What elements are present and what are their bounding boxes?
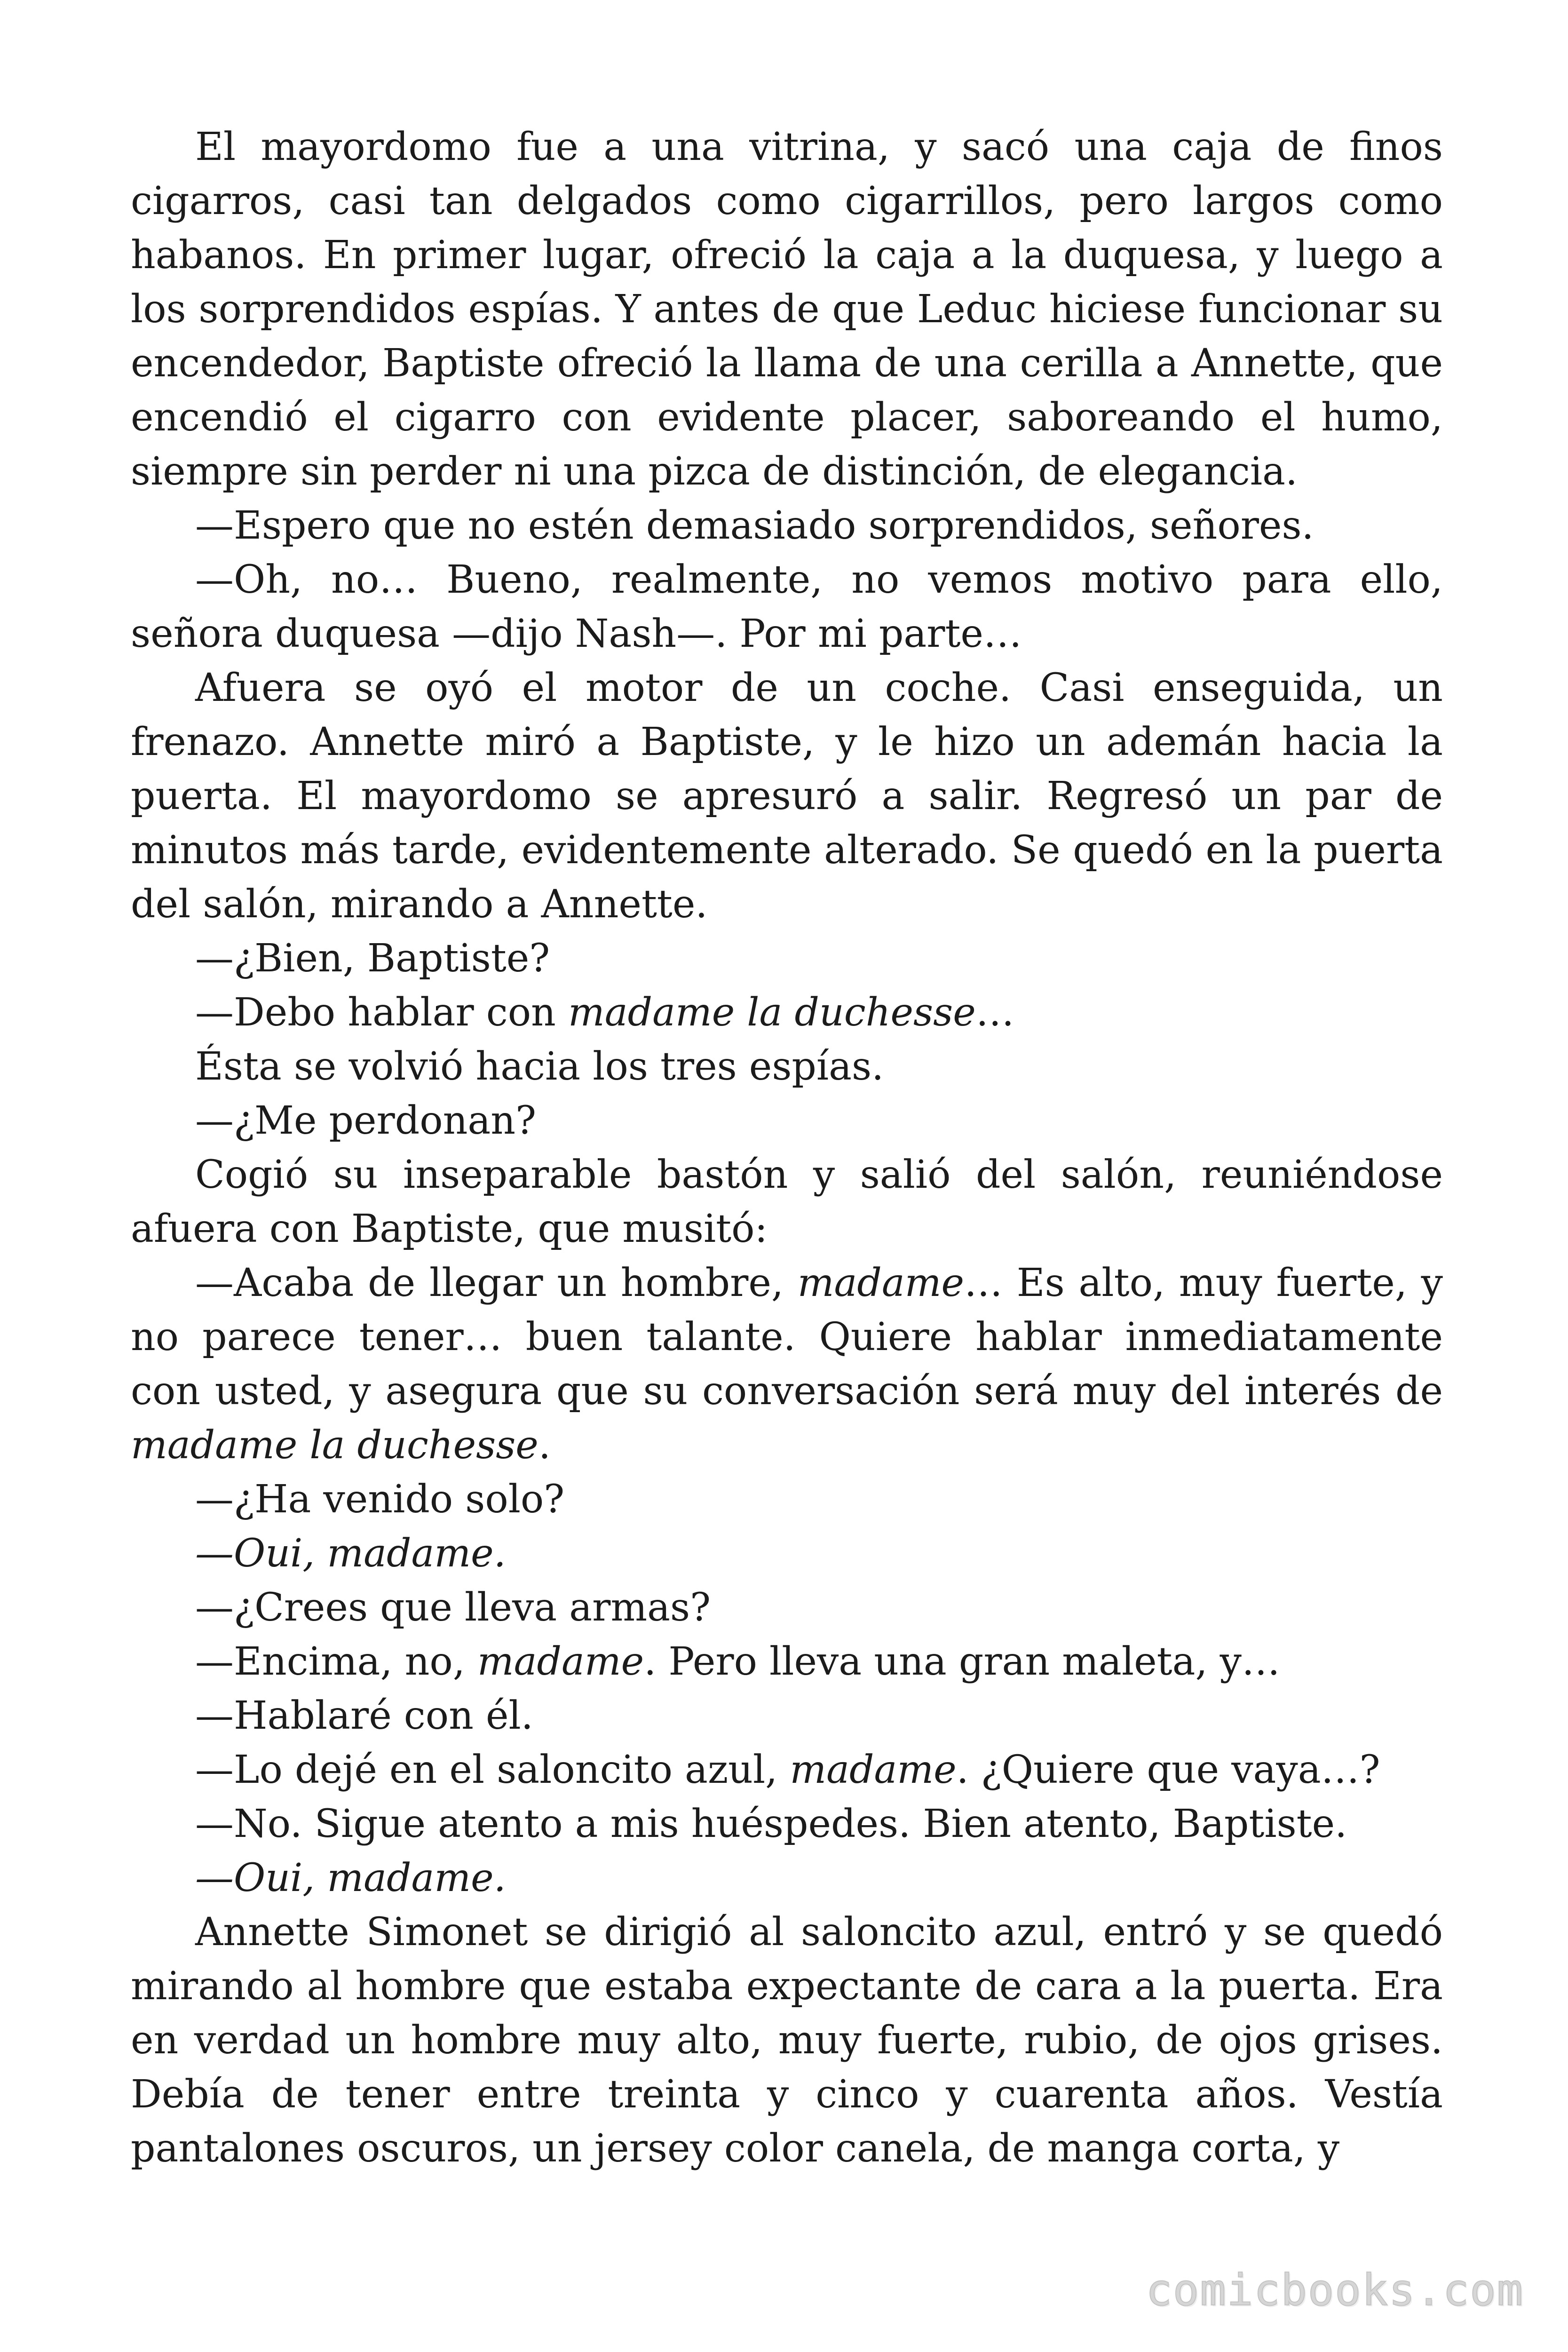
text-segment: —No. Sigue atento a mis huéspedes. Bien atento, Baptiste. [195,1802,1347,1846]
paragraph [131,1472,1443,1526]
paragraph [131,931,1443,985]
text-segment: —Debo hablar con [195,990,568,1035]
text-segment: … [975,990,1014,1035]
paragraph [131,1635,1443,1689]
italic-text-segment: —Oui, madame. [195,1856,506,1900]
paragraph [131,661,1443,931]
paragraph [131,1040,1443,1094]
paragraph [131,1689,1443,1743]
text-segment: —Lo dejé en el saloncito azul, [195,1748,790,1792]
text-segment: . ¿Quiere que vaya…? [956,1748,1380,1792]
text-segment: Ésta se volvió hacia los tres espías. [195,1044,884,1089]
text-segment: . [538,1423,551,1468]
paragraph [131,553,1443,661]
paragraph [131,120,1443,499]
text-segment: El mayordomo fue a una vitrina, y sacó una caja de finos cigarros, casi tan delgados como cigarrillos, pero largos como habanos. En primer lugar, ofreció la caja a la duquesa, y luego a los sorprendidos espías. Y antes de que Leduc hiciese funcionar su encendedor, Baptiste ofreció la llama de una cerilla a Annette, que encendió el cigarro con evidente placer, saboreando el humo, siempre sin perder ni una pizca de distinción, de elegancia. [131,125,1443,494]
page-body-text [131,120,1443,2176]
paragraph [131,985,1443,1040]
italic-text-segment: madame la duchesse [568,990,976,1035]
text-segment: —¿Me perdonan? [195,1098,537,1143]
italic-text-segment: madame la duchesse [131,1423,539,1468]
paragraph [131,1851,1443,1905]
text-segment: —Oh, no… Bueno, realmente, no vemos motivo para ello, señora duquesa —dijo Nash—. Por mi parte… [131,557,1443,656]
paragraph [131,1797,1443,1851]
paragraph [131,1094,1443,1148]
text-segment: —¿Ha venido solo? [195,1477,565,1522]
paragraph [131,1743,1443,1797]
text-segment: . Pero lleva una gran maleta, y… [644,1639,1280,1684]
paragraph [131,1256,1443,1472]
text-segment: Cogió su inseparable bastón y salió del salón, reuniéndose afuera con Baptiste, que musitó: [131,1152,1443,1251]
paragraph [131,1526,1443,1581]
site-watermark: comicbooks.com [1146,2265,1524,2315]
text-segment: —Encima, no, [195,1639,477,1684]
italic-text-segment: madame [477,1639,644,1684]
paragraph [131,1581,1443,1635]
text-segment: —¿Crees que lleva armas? [195,1585,711,1630]
text-segment: Afuera se oyó el motor de un coche. Casi enseguida, un frenazo. Annette miró a Baptiste, y le hizo un ademán hacia la puerta. El mayordomo se apresuró a salir. Regresó un par de minutos más tarde, evidentemente alterado. Se quedó en la puerta del salón, mirando a Annette. [131,666,1443,927]
paragraph [131,1148,1443,1256]
text-segment: —Hablaré con él. [195,1693,533,1738]
text-segment: —Acaba de llegar un hombre, [195,1261,798,1305]
italic-text-segment: madame [790,1748,957,1792]
italic-text-segment: madame [797,1261,965,1305]
text-segment: —¿Bien, Baptiste? [195,936,550,981]
paragraph [131,1905,1443,2176]
paragraph [131,499,1443,553]
text-segment: —Espero que no estén demasiado sorprendidos, señores. [195,503,1314,548]
text-segment: Annette Simonet se dirigió al saloncito azul, entró y se quedó mirando al hombre que estaba expectante de cara a la puerta. Era en verdad un hombre muy alto, muy fuerte, rubio, de ojos grises. Debía de tener entre treinta y cinco y cuarenta años. Vestía pantalones oscuros, un jersey color canela, de manga corta, y [131,1910,1443,2171]
italic-text-segment: —Oui, madame. [195,1531,506,1576]
text-segment: … Es alto, muy fuerte, y no parece tener… buen talante. Quiere hablar inmediatamente con usted, y asegura que su conversación será muy del interés de [131,1261,1443,1414]
